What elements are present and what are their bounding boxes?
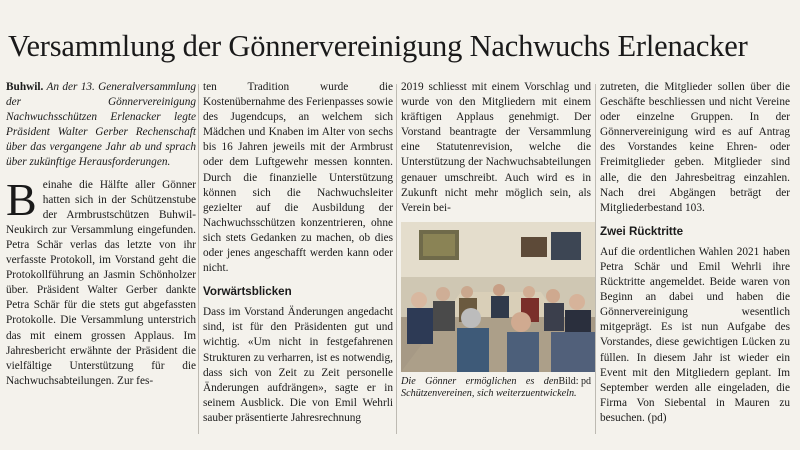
subheading-zwei-ruecktritte: Zwei Rücktritte	[600, 224, 684, 238]
paragraph: Auf die ordentlichen Wahlen 2021 haben Petra Schär und Emil Wehrli ihre Rücktritte angemeldet. Beide waren von Beginn an dabei und haben die Gönnervereinigung wesentlich mitgeprägt. Es ist nun Aufgabe des Vorstandes, diese gewichtigen Lücken zu füllen. In diesem Jahr ist wieder ein Event mit den Mitgliedern geplant. Im September werden alle eingeladen, die Firma Von Siebental in Mauren zu besuchen. (pd)	[600, 245, 790, 424]
article-intro	[6, 173, 196, 389]
caption-text: Die Gönner ermöglichen es den Schützenvereinen, sich weiterzuentwickeln.	[401, 375, 577, 400]
article-lead	[6, 80, 196, 171]
column-divider	[396, 84, 397, 434]
lead-place: Buhwil.	[6, 81, 44, 93]
column-3	[401, 80, 591, 401]
paragraph: Dass im Vorstand Änderungen angedacht sind, ist für den Präsidenten gut und wichtig. «Um nicht in festgefahrenen Strukturen zu verharren, ist es notwendig, dass sich von Zeit zu Zeit personelle Änderungen aufdrängen», sagte er in seinem Ausblick. Die von Emil Wehrli sauber präsentierte Jahresrechnung	[203, 306, 393, 424]
column-divider	[198, 84, 199, 434]
meeting-photo-image	[401, 222, 595, 372]
column-1	[6, 80, 196, 389]
column-divider	[595, 84, 596, 434]
subheading-vorwaertsblicken: Vorwärtsblicken	[203, 285, 292, 299]
paragraph: 2019 schliesst mit einem Vorschlag und wurde von den Mitgliedern mit einem kräftigen Applaus genehmigt. Der Vorstand beantragte der Versammlung eine Statutenrevision, welche die Unterstützung der Nachwuchsabteilungen genauer umschreibt. Auch wird es in Zukunft nicht mehr möglich sein, als Verein bei-	[401, 81, 591, 214]
article-headline: Versammlung der Gönnervereinigung Nachwuchs Erlenacker	[8, 29, 748, 63]
intro-paragraph: einahe die Hälfte aller Gönner hatten sich in der Schützenstube der Armbrustschützen Buhwil-Neukirch zur Versammlung eingefunden. Petra Schär verlas das letzte von ihr verfasste Protokoll, im Vorstand geht die Protokollführung an Jasmin Schönholzer über. Präsident Walter Gerber dankte Petra Schär für die stets gut abgefassten Protokolle. Die Versammlung unterstrich das mit einem grossen Applaus. Im Jahresbericht erwähnte der Präsident die vielfältige Unterstützung für die Nachwuchsabteilungen. Zur fes-	[6, 178, 196, 387]
column-4	[600, 80, 790, 426]
meeting-photo	[401, 222, 595, 372]
lead-text: An der 13. Generalversammlung der Gönnervereinigung Nachwuchsschützen Erlenacker legte Präsident Walter Gerber Rechenschaft über das vergangene Jahr ab und sprach über zukünftige Herausforderungen.	[6, 81, 197, 169]
drop-cap: B	[6, 173, 37, 225]
column-2	[203, 80, 393, 426]
photo-caption	[401, 376, 591, 401]
paragraph: ten Tradition wurde die Kostenübernahme des Ferienpasses sowie des Jugendcups, an welchem sich Mädchen und Knaben im Alter von sechs bis 16 Jahren jeweils mit der Armbrust oder dem Luftgewehr messen konnten. Durch die finanzielle Unterstützung können sich die Nachwuchsleiter gezielter auf die Ausbildung der Nachwuchsschützen konzentrieren, ohne sich stets Gedanken zu machen, ob dies oder jenes angeschafft werden kann oder nicht.	[203, 81, 393, 275]
photo-credit: Bild: pd	[558, 375, 591, 387]
paragraph: zutreten, die Mitglieder sollen über die Geschäfte beschliessen und nicht Vereine oder einzelne Gruppen. In der Gönnervereinigung wird es auf Antrag des Vorstandes keine Ehren- oder Freimitglieder geben. Mitglieder sind alle, die den Jahresbeitrag einzahlen. Nach drei Abgängen beträgt der Mitgliederbestand 103.	[600, 81, 790, 214]
